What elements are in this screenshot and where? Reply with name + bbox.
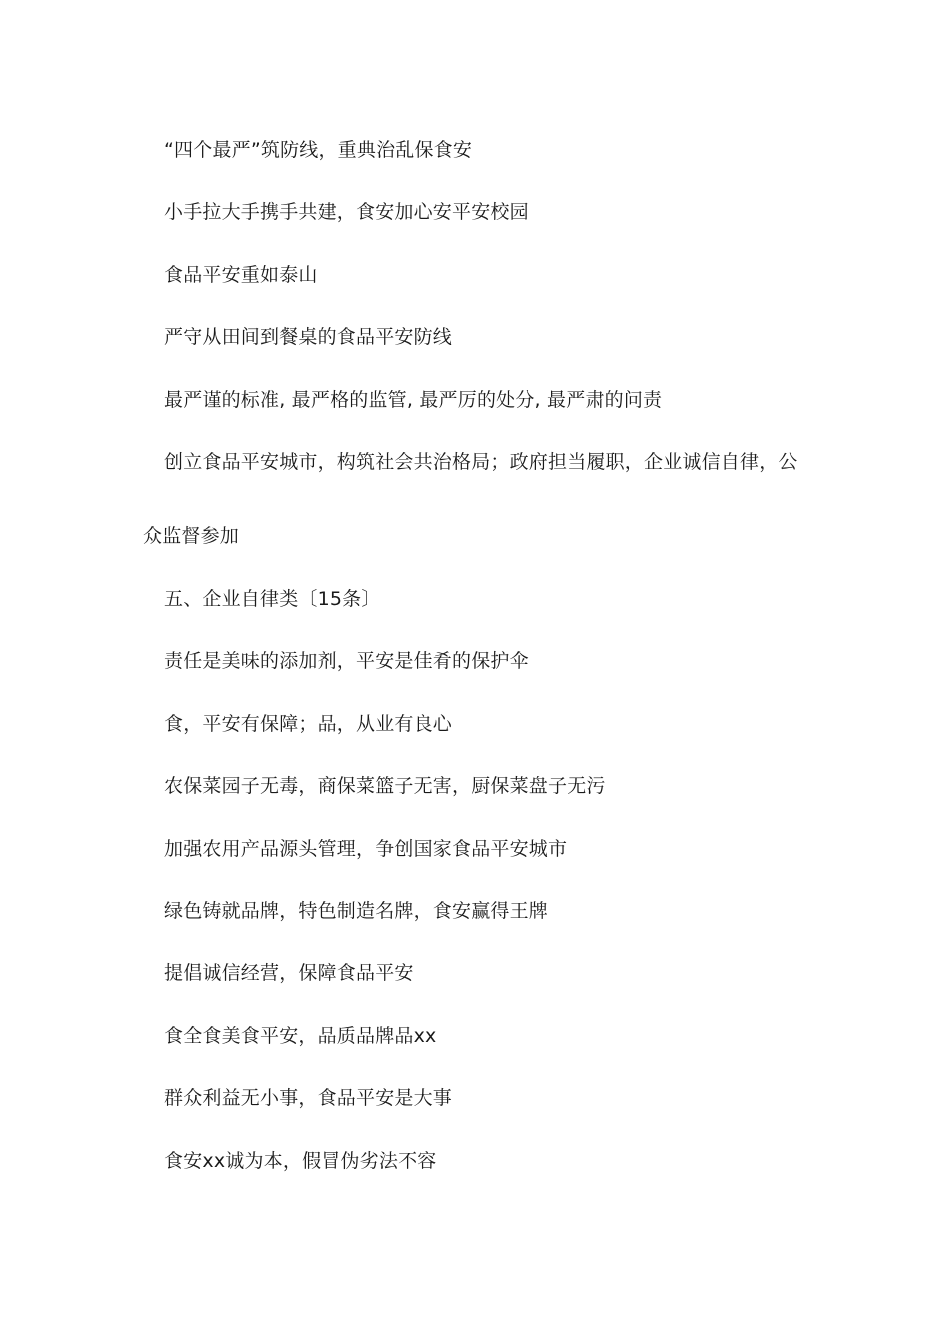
slogan-line-1: “四个最严”筑防线，重典治乱保食安 [164, 139, 473, 161]
slogan-line-9: 农保菜园子无毒，商保菜篮子无害，厨保菜盘子无污 [164, 775, 606, 797]
slogan-line-13: 食全食美食平安，品质品牌品xx [164, 1025, 437, 1047]
slogan-line-5: 最严谨的标准, 最严格的监管, 最严厉的处分, 最严肃的问责 [164, 389, 663, 411]
slogan-line-15: 食安xx诚为本，假冒伪劣法不容 [164, 1150, 437, 1172]
slogan-line-7: 责任是美味的添加剂，平安是佳肴的保护伞 [164, 650, 529, 672]
slogan-line-6-continued: 众监督参加 [143, 525, 240, 547]
slogan-line-10: 加强农用产品源头管理，争创国家食品平安城市 [164, 838, 568, 860]
slogan-line-14: 群众利益无小事，食品平安是大事 [164, 1087, 453, 1109]
slogan-line-6: 创立食品平安城市，构筑社会共治格局；政府担当履职，企业诚信自律，公 [164, 451, 798, 473]
slogan-line-2: 小手拉大手携手共建，食安加心安平安校园 [164, 201, 529, 223]
section-heading: 五、企业自律类〔15条〕 [164, 588, 381, 610]
slogan-line-8: 食，平安有保障；品，从业有良心 [164, 713, 453, 735]
slogan-line-12: 提倡诚信经营，保障食品平安 [164, 962, 414, 984]
slogan-line-3: 食品平安重如泰山 [164, 264, 318, 286]
slogan-line-4: 严守从田间到餐桌的食品平安防线 [164, 326, 453, 348]
slogan-line-11: 绿色铸就品牌，特色制造名牌，食安赢得王牌 [164, 900, 549, 922]
